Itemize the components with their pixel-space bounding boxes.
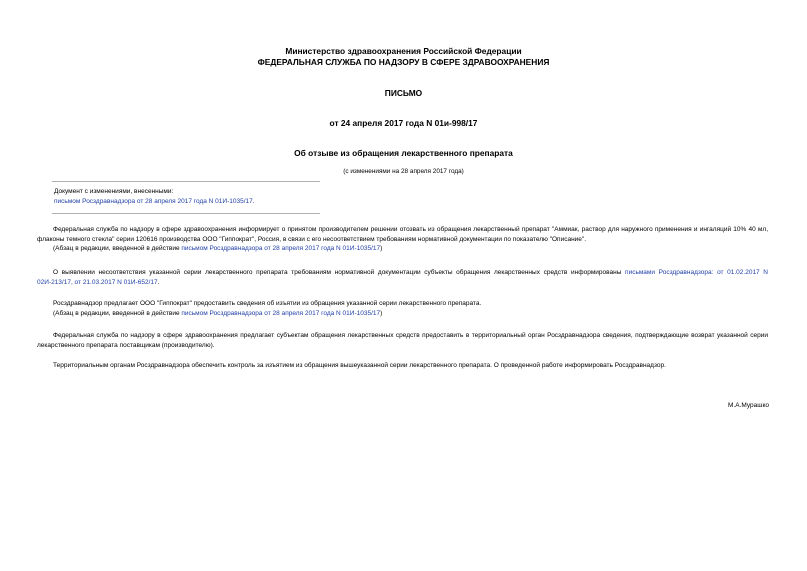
amendment-note-label: Документ с изменениями, внесенными: [54, 188, 174, 195]
paragraph-1 [37, 225, 768, 254]
paragraph-3-text: Росздравнадзор предлагает ООО "Гиппократ" предоставить сведения об изъятии из обращения указанной серии лекарственного препарата. [53, 300, 482, 307]
paragraph-4 [37, 331, 768, 350]
edit-note-suffix: ) [380, 309, 383, 317]
ministry-title: Министерство здравоохранения Российской Федерации [285, 46, 522, 56]
paragraph-5-text: Территориальным органам Росздравнадзора обеспечить контроль за изъятием из обращения вышеуказанной серии лекарственного препарата. О проведенной работе информировать Росздравнадзор. [53, 362, 666, 369]
amendment-note-box [52, 181, 320, 214]
paragraph-3-edit-note [37, 309, 768, 319]
edit-note-link[interactable]: письмом Росздравнадзора от 28 апреля 2017 года N 01И-1035/17 [181, 245, 381, 253]
paragraph-2-prefix: О выявлении несоответствия указанной серии лекарственного препарата требованиям нормативной документации субъекты обращения лекарственных средств информированы [53, 269, 626, 276]
paragraph-1-text: Федеральная служба по надзору в сфере здравоохранения информирует о принятом производителем решении отозвать из обращения лекарственный препарат "Аммиак, раствор для наружного применения и ингаляций 10% 40 мл, флаконы темного стекла" серии 120616 производства ООО "Гиппократ", Россия, в связи с его несоответствием требованиям нормативной документации по показателю "Описание". [37, 226, 768, 243]
paragraph-5 [37, 361, 768, 371]
edit-note-suffix: ) [380, 245, 383, 253]
paragraph-4-text: Федеральная служба по надзору в сфере здравоохранения предлагает субъектам обращения лекарственных средств предоставить в территориальный орган Росздравнадзора сведения, подтверждающие возврат указанной серии лекарственного препарата поставщикам (производителю). [37, 332, 768, 349]
paragraph-2-link[interactable]: письмами Росздравнадзора: от 01.02.2017 N 02И-213/17, от 21.03.2017 N 01И-652/17 [37, 269, 769, 286]
paragraph-1-edit-note [37, 244, 768, 254]
edit-note-link[interactable]: письмом Росздравнадзора от 28 апреля 2017 года N 01И-1035/17 [181, 309, 381, 317]
document-date-number: от 24 апреля 2017 года N 01и-998/17 [329, 118, 478, 128]
service-title: ФЕДЕРАЛЬНАЯ СЛУЖБА ПО НАДЗОРУ В СФЕРЕ ЗДРАВООХРАНЕНИЯ [257, 57, 550, 67]
document-type: ПИСЬМО [384, 88, 423, 98]
edit-note-prefix: (Абзац в редакции, введенной в действие [53, 309, 182, 317]
paragraph-2-suffix: . [157, 278, 160, 286]
document-subject: Об отзыве из обращения лекарственного препарата [294, 148, 513, 158]
signature: М.А.Мурашко [727, 402, 769, 409]
revision-note: (с изменениями на 28 апреля 2017 года) [343, 168, 464, 175]
paragraph-2 [37, 268, 768, 287]
edit-note-prefix: (Абзац в редакции, введенной в действие [53, 245, 182, 253]
paragraph-2-text [37, 268, 768, 287]
amendment-note-link[interactable]: письмом Росздравнадзора от 28 апреля 2017 года N 01И-1035/17. [54, 198, 255, 205]
paragraph-3 [37, 299, 768, 318]
